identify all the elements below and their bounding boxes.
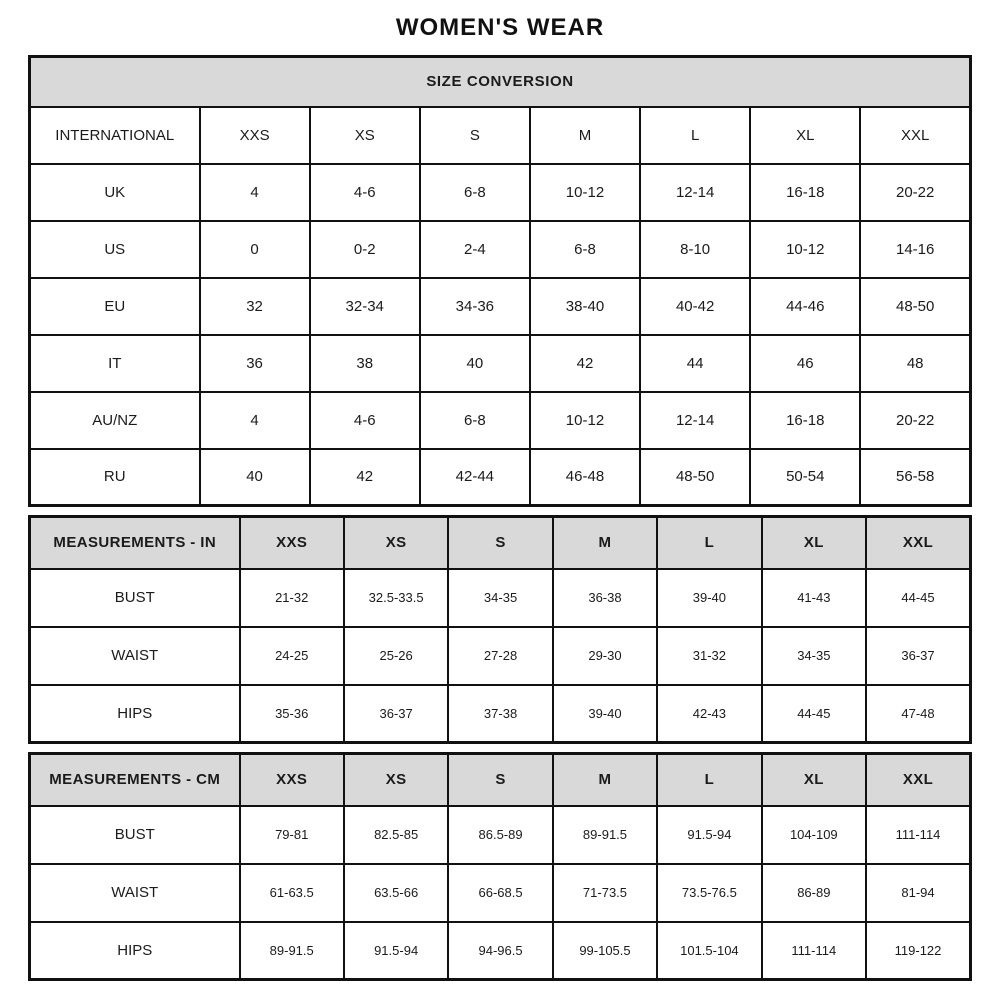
cell: 56-58: [860, 449, 970, 506]
cell: 44-45: [866, 569, 970, 627]
cell: 34-35: [762, 627, 866, 685]
table-row: [30, 278, 971, 335]
cell: 44: [640, 335, 750, 392]
cell: 40: [420, 335, 530, 392]
size-column-header: M: [553, 517, 657, 569]
table-row: [30, 569, 971, 627]
table-row: [30, 627, 971, 685]
cell: 4: [200, 164, 310, 221]
cell: 20-22: [860, 392, 970, 449]
table-header-row: [30, 57, 971, 107]
cell: 42: [530, 335, 640, 392]
row-label-waist-in: WAIST: [30, 627, 240, 685]
size-column-header: XXS: [240, 517, 344, 569]
cell: XXS: [200, 107, 310, 164]
table-row: [30, 806, 971, 864]
cell: 71-73.5: [553, 864, 657, 922]
cell: 10-12: [750, 221, 860, 278]
table-row: [30, 922, 971, 980]
cell: 24-25: [240, 627, 344, 685]
cell: 4-6: [310, 392, 420, 449]
cell: 86-89: [762, 864, 866, 922]
page-title: WOMEN'S WEAR: [395, 14, 605, 41]
size-column-header: XL: [762, 754, 866, 806]
cell: 25-26: [344, 627, 448, 685]
cell: 29-30: [553, 627, 657, 685]
cell: 6-8: [420, 392, 530, 449]
cell: 104-109: [762, 806, 866, 864]
measurements-in-header: MEASUREMENTS - IN: [30, 517, 240, 569]
cell: 16-18: [750, 392, 860, 449]
cell: 39-40: [553, 685, 657, 743]
cell: XXL: [860, 107, 970, 164]
cell: 48: [860, 335, 970, 392]
row-label-us: US: [30, 221, 200, 278]
cell: 10-12: [530, 164, 640, 221]
cell: 40-42: [640, 278, 750, 335]
size-column-header: XXS: [240, 754, 344, 806]
measurements-cm-header: MEASUREMENTS - CM: [30, 754, 240, 806]
cell: 81-94: [866, 864, 970, 922]
measurements-cm-table: [28, 752, 972, 981]
cell: 94-96.5: [448, 922, 552, 980]
cell: 10-12: [530, 392, 640, 449]
cell: 101.5-104: [657, 922, 761, 980]
cell: 42-43: [657, 685, 761, 743]
cell: 16-18: [750, 164, 860, 221]
cell: 32.5-33.5: [344, 569, 448, 627]
cell: 41-43: [762, 569, 866, 627]
cell: 46: [750, 335, 860, 392]
size-column-header: XL: [762, 517, 866, 569]
cell: 111-114: [866, 806, 970, 864]
cell: 21-32: [240, 569, 344, 627]
table-row: [30, 685, 971, 743]
row-label-hips-in: HIPS: [30, 685, 240, 743]
cell: 36-37: [344, 685, 448, 743]
cell: 47-48: [866, 685, 970, 743]
row-label-bust-in: BUST: [30, 569, 240, 627]
table-header-row: [30, 517, 971, 569]
cell: 36: [200, 335, 310, 392]
cell: 119-122: [866, 922, 970, 980]
cell: 27-28: [448, 627, 552, 685]
table-row: [30, 221, 971, 278]
row-label-waist-cm: WAIST: [30, 864, 240, 922]
measurements-in-table: [28, 515, 972, 744]
cell: 0: [200, 221, 310, 278]
cell: 79-81: [240, 806, 344, 864]
table-header-row: [30, 754, 971, 806]
cell: S: [420, 107, 530, 164]
cell: 63.5-66: [344, 864, 448, 922]
cell: M: [530, 107, 640, 164]
cell: 32-34: [310, 278, 420, 335]
row-label-ru: RU: [30, 449, 200, 506]
cell: 0-2: [310, 221, 420, 278]
table-row: [30, 164, 971, 221]
size-column-header: XXL: [866, 754, 970, 806]
cell: 82.5-85: [344, 806, 448, 864]
cell: 31-32: [657, 627, 761, 685]
table-row: [30, 449, 971, 506]
row-label-eu: EU: [30, 278, 200, 335]
cell: 4-6: [310, 164, 420, 221]
row-label-it: IT: [30, 335, 200, 392]
cell: XL: [750, 107, 860, 164]
cell: 39-40: [657, 569, 761, 627]
cell: 48-50: [860, 278, 970, 335]
cell: 89-91.5: [240, 922, 344, 980]
cell: 38-40: [530, 278, 640, 335]
cell: 91.5-94: [657, 806, 761, 864]
cell: 37-38: [448, 685, 552, 743]
cell: 8-10: [640, 221, 750, 278]
cell: 99-105.5: [553, 922, 657, 980]
cell: 36-38: [553, 569, 657, 627]
cell: 14-16: [860, 221, 970, 278]
size-column-header: XS: [344, 517, 448, 569]
cell: 42: [310, 449, 420, 506]
cell: 44-46: [750, 278, 860, 335]
table-row: [30, 392, 971, 449]
cell: 4: [200, 392, 310, 449]
size-conversion-table: [28, 55, 972, 507]
cell: 42-44: [420, 449, 530, 506]
cell: L: [640, 107, 750, 164]
row-label-aunz: AU/NZ: [30, 392, 200, 449]
cell: 6-8: [420, 164, 530, 221]
cell: 48-50: [640, 449, 750, 506]
cell: 66-68.5: [448, 864, 552, 922]
size-column-header: M: [553, 754, 657, 806]
row-label-uk: UK: [30, 164, 200, 221]
cell: 20-22: [860, 164, 970, 221]
cell: 36-37: [866, 627, 970, 685]
cell: 86.5-89: [448, 806, 552, 864]
cell: 111-114: [762, 922, 866, 980]
size-column-header: L: [657, 517, 761, 569]
cell: 73.5-76.5: [657, 864, 761, 922]
cell: 35-36: [240, 685, 344, 743]
table-row: [30, 864, 971, 922]
cell: 34-36: [420, 278, 530, 335]
cell: 44-45: [762, 685, 866, 743]
size-column-header: S: [448, 517, 552, 569]
cell: 6-8: [530, 221, 640, 278]
row-label-bust-cm: BUST: [30, 806, 240, 864]
cell: 38: [310, 335, 420, 392]
row-label-international: INTERNATIONAL: [30, 107, 200, 164]
table-row: [30, 107, 971, 164]
cell: 2-4: [420, 221, 530, 278]
table-row: [30, 335, 971, 392]
size-column-header: S: [448, 754, 552, 806]
cell: 46-48: [530, 449, 640, 506]
cell: 32: [200, 278, 310, 335]
cell: 34-35: [448, 569, 552, 627]
size-column-header: XXL: [866, 517, 970, 569]
cell: 50-54: [750, 449, 860, 506]
cell: 91.5-94: [344, 922, 448, 980]
cell: 12-14: [640, 392, 750, 449]
cell: 89-91.5: [553, 806, 657, 864]
cell: 12-14: [640, 164, 750, 221]
cell: 40: [200, 449, 310, 506]
size-column-header: L: [657, 754, 761, 806]
size-column-header: XS: [344, 754, 448, 806]
size-conversion-header: SIZE CONVERSION: [30, 57, 971, 107]
row-label-hips-cm: HIPS: [30, 922, 240, 980]
cell: 61-63.5: [240, 864, 344, 922]
cell: XS: [310, 107, 420, 164]
